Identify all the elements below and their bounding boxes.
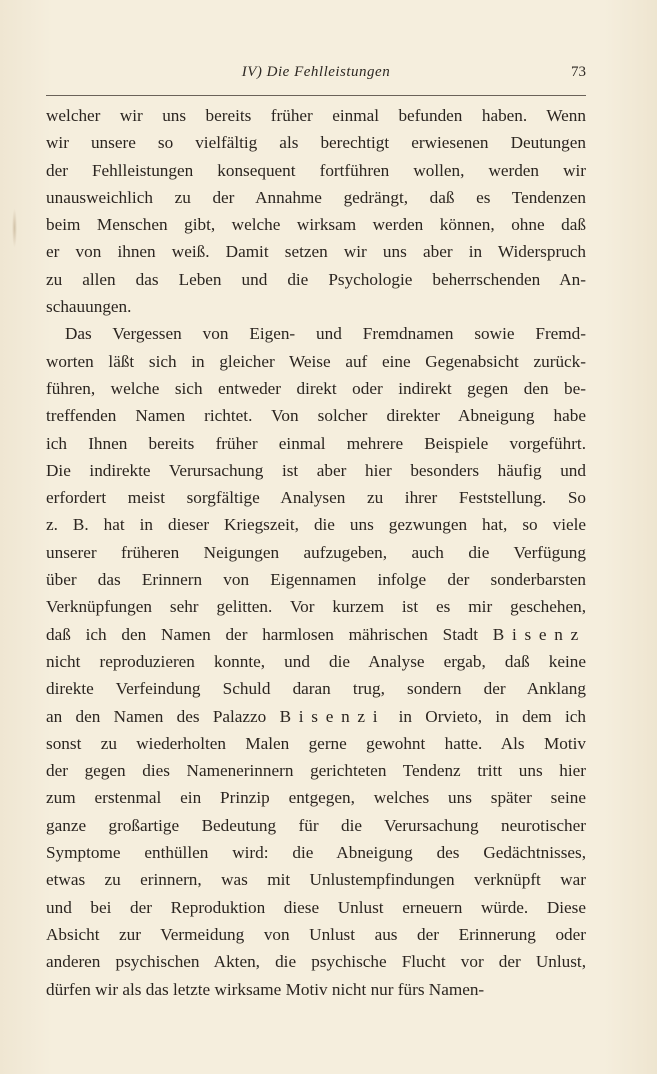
text-line: der Fehlleistungen konsequent fortführen wollen, werden wir bbox=[46, 160, 586, 180]
text-line: über das Erinnern von Eigennamen infolge der sonderbarsten bbox=[46, 570, 586, 590]
text-line: der gegen dies Namenerinnern gerichteten Tendenz tritt uns hier bbox=[46, 761, 586, 781]
text-line bbox=[46, 703, 586, 730]
spaced-name: Bisenz bbox=[492, 624, 586, 644]
text-line: z. B. hat in dieser Kriegszeit, die uns gezwungen hat, so viele bbox=[46, 515, 586, 535]
text-line: Verknüpfungen sehr gelitten. Vor kurzem ist es mir geschehen, bbox=[46, 597, 586, 617]
text-line: schauungen. bbox=[46, 297, 132, 317]
page-header bbox=[46, 64, 586, 86]
text-line bbox=[46, 621, 586, 648]
text-segment: in Orvieto, in dem ich bbox=[385, 706, 586, 726]
text-line: führen, welche sich entweder direkt oder indirekt gegen den be- bbox=[46, 378, 586, 398]
text-segment: an den Namen des Palazzo bbox=[46, 706, 280, 726]
running-head: IV) Die Fehlleistungen bbox=[241, 64, 391, 80]
text-line: Die indirekte Verursachung ist aber hier besonders häufig und bbox=[46, 460, 586, 480]
text-line: Das Vergessen von Eigen- und Fremdnamen sowie Fremd- bbox=[65, 324, 586, 344]
text-line: zu allen das Leben und die Psychologie beherrschenden An- bbox=[46, 269, 586, 289]
text-line: welcher wir uns bereits früher einmal befunden haben. Wenn bbox=[46, 106, 586, 125]
text-line: worten läßt sich in gleicher Weise auf eine Gegenabsicht zurück- bbox=[46, 351, 586, 371]
text-segment: daß ich den Namen der harmlosen mährischen Stadt bbox=[46, 624, 493, 644]
text-line: zum erstenmal ein Prinzip entgegen, welches uns später seine bbox=[46, 788, 586, 808]
body-text bbox=[46, 102, 586, 1003]
text-line: dürfen wir als das letzte wirksame Motiv nicht nur fürs Namen- bbox=[46, 979, 485, 999]
spaced-name: Bisenzi bbox=[279, 706, 386, 726]
text-line: ich Ihnen bereits früher einmal mehrere Beispiele vorgeführt. bbox=[46, 433, 586, 453]
text-line: und bei der Reproduktion diese Unlust erneuern würde. Diese bbox=[46, 897, 586, 917]
page-smudge bbox=[12, 208, 17, 248]
header-rule bbox=[46, 95, 586, 96]
text-line: nicht reproduzieren konnte, und die Analyse ergab, daß keine bbox=[46, 651, 586, 671]
text-line: er von ihnen weiß. Damit setzen wir uns aber in Widerspruch bbox=[46, 242, 586, 262]
text-line: unserer früheren Neigungen aufzugeben, auch die Verfügung bbox=[46, 542, 586, 562]
page-number: 73 bbox=[571, 64, 586, 80]
text-line: etwas zu erinnern, was mit Unlustempfindungen verknüpft war bbox=[46, 870, 586, 890]
text-line: anderen psychischen Akten, die psychische Flucht vor der Unlust, bbox=[46, 952, 586, 972]
text-line: treffenden Namen richtet. Von solcher direkter Abneigung habe bbox=[46, 406, 586, 426]
text-line: sonst zu wiederholten Malen gerne gewohnt hatte. Als Motiv bbox=[46, 733, 586, 753]
text-line: unausweichlich zu der Annahme gedrängt, daß es Tendenzen bbox=[46, 187, 586, 207]
text-line: beim Menschen gibt, welche wirksam werden können, ohne daß bbox=[46, 215, 586, 235]
text-line: Absicht zur Vermeidung von Unlust aus der Erinnerung oder bbox=[46, 924, 586, 944]
text-line: wir unsere so vielfältig als berechtigt erwiesenen Deutungen bbox=[46, 133, 586, 153]
text-line: direkte Verfeindung Schuld daran trug, sondern der Anklang bbox=[46, 679, 586, 699]
text-line: ganze großartige Bedeutung für die Verursachung neurotischer bbox=[46, 815, 586, 835]
text-line: erfordert meist sorgfältige Analysen zu ihrer Feststellung. So bbox=[46, 488, 586, 508]
text-line: Symptome enthüllen wird: die Abneigung des Gedächtnisses, bbox=[46, 843, 586, 863]
